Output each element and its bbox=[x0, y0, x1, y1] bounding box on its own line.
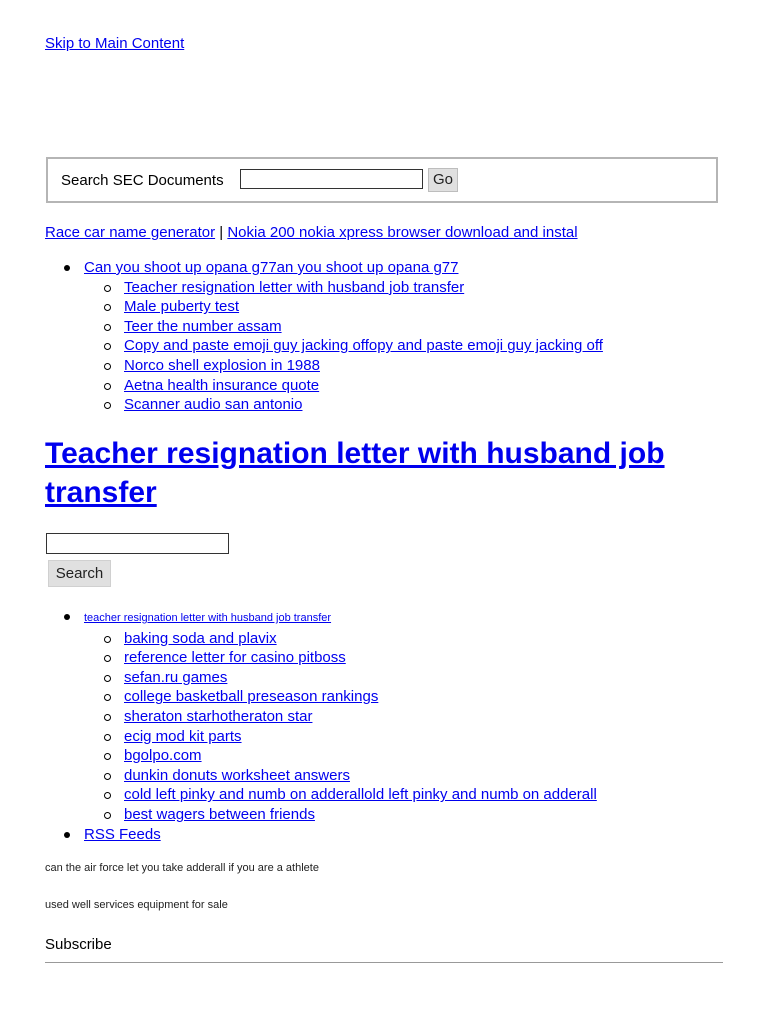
list-item bbox=[104, 376, 603, 396]
circle-bullet-icon bbox=[104, 285, 111, 292]
race-car-link[interactable]: Race car name generator bbox=[45, 224, 216, 241]
sec-search-form bbox=[46, 157, 718, 203]
page-title-link[interactable]: Teacher resignation letter with husband job transfer bbox=[45, 437, 665, 509]
list-item bbox=[104, 317, 603, 337]
list-item bbox=[104, 278, 603, 298]
link-separator: | bbox=[219, 224, 224, 241]
top-links bbox=[45, 224, 578, 241]
nokia-link[interactable]: Nokia 200 nokia xpress browser download and instal bbox=[227, 224, 578, 241]
circle-bullet-icon bbox=[104, 753, 111, 760]
skip-to-main-link[interactable]: Skip to Main Content bbox=[45, 35, 185, 52]
nav-list bbox=[64, 258, 603, 415]
list-item bbox=[104, 687, 597, 707]
circle-bullet-icon bbox=[104, 714, 111, 721]
related-list bbox=[64, 607, 597, 844]
list-item bbox=[104, 297, 603, 317]
list-item bbox=[104, 395, 603, 415]
list-item bbox=[104, 727, 597, 747]
related-main-link[interactable]: teacher resignation letter with husband job transfer bbox=[84, 612, 332, 624]
circle-bullet-icon bbox=[104, 734, 111, 741]
list-item bbox=[64, 825, 597, 845]
list-item bbox=[64, 258, 603, 415]
body-text: can the air force let you take adderall if you are a athlete bbox=[45, 862, 319, 874]
list-link[interactable]: Aetna health insurance quote bbox=[124, 376, 320, 394]
list-link[interactable]: baking soda and plavix bbox=[124, 629, 277, 647]
body-text: used well services equipment for sale bbox=[45, 899, 228, 911]
list-item bbox=[104, 356, 603, 376]
list-main-link[interactable]: Can you shoot up opana g77an you shoot up opana g77 bbox=[84, 259, 459, 276]
disc-bullet-icon bbox=[64, 832, 70, 838]
disc-bullet-icon bbox=[64, 614, 70, 620]
list-link[interactable]: Scanner audio san antonio bbox=[124, 396, 303, 414]
list-item bbox=[104, 805, 597, 825]
circle-bullet-icon bbox=[104, 655, 111, 662]
list-link[interactable]: bgolpo.com bbox=[124, 747, 202, 765]
circle-bullet-icon bbox=[104, 363, 111, 370]
site-search-input[interactable] bbox=[46, 533, 229, 554]
circle-bullet-icon bbox=[104, 383, 111, 390]
sec-search-label: Search SEC Documents bbox=[61, 172, 224, 189]
list-link[interactable]: cold left pinky and numb on adderallold left pinky and numb on adderall bbox=[124, 786, 597, 804]
circle-bullet-icon bbox=[104, 324, 111, 331]
list-item bbox=[104, 785, 597, 805]
disc-bullet-icon bbox=[64, 265, 70, 271]
list-item bbox=[104, 707, 597, 727]
list-item bbox=[104, 668, 597, 688]
page-title bbox=[45, 434, 745, 512]
circle-bullet-icon bbox=[104, 773, 111, 780]
sub-list bbox=[84, 629, 597, 825]
list-link[interactable]: dunkin donuts worksheet answers bbox=[124, 766, 350, 784]
list-link[interactable]: Copy and paste emoji guy jacking offopy and paste emoji guy jacking off bbox=[124, 337, 603, 355]
circle-bullet-icon bbox=[104, 304, 111, 311]
list-link[interactable]: Teacher resignation letter with husband job transfer bbox=[124, 278, 465, 296]
list-item bbox=[104, 746, 597, 766]
rss-feeds-link[interactable]: RSS Feeds bbox=[84, 825, 161, 843]
list-link[interactable]: college basketball preseason rankings bbox=[124, 688, 379, 706]
list-item bbox=[104, 629, 597, 649]
circle-bullet-icon bbox=[104, 694, 111, 701]
circle-bullet-icon bbox=[104, 792, 111, 799]
list-item bbox=[104, 648, 597, 668]
list-link[interactable]: Norco shell explosion in 1988 bbox=[124, 356, 320, 374]
list-link[interactable]: Male puberty test bbox=[124, 298, 240, 316]
list-link[interactable]: Teer the number assam bbox=[124, 317, 282, 335]
circle-bullet-icon bbox=[104, 675, 111, 682]
divider bbox=[45, 962, 723, 963]
circle-bullet-icon bbox=[104, 636, 111, 643]
circle-bullet-icon bbox=[104, 343, 111, 350]
circle-bullet-icon bbox=[104, 402, 111, 409]
list-item bbox=[64, 607, 597, 825]
list-item bbox=[104, 766, 597, 786]
sec-search-input[interactable] bbox=[240, 169, 423, 189]
circle-bullet-icon bbox=[104, 812, 111, 819]
list-link[interactable]: sefan.ru games bbox=[124, 668, 228, 686]
go-button[interactable]: Go bbox=[428, 168, 458, 192]
list-link[interactable]: reference letter for casino pitboss bbox=[124, 649, 346, 667]
search-button[interactable]: Search bbox=[48, 560, 111, 587]
list-item bbox=[104, 336, 603, 356]
sub-list bbox=[84, 278, 603, 415]
list-link[interactable]: sheraton starhotheraton star bbox=[124, 707, 313, 725]
list-link[interactable]: best wagers between friends bbox=[124, 805, 315, 823]
subscribe-heading: Subscribe bbox=[45, 936, 112, 953]
list-link[interactable]: ecig mod kit parts bbox=[124, 727, 242, 745]
